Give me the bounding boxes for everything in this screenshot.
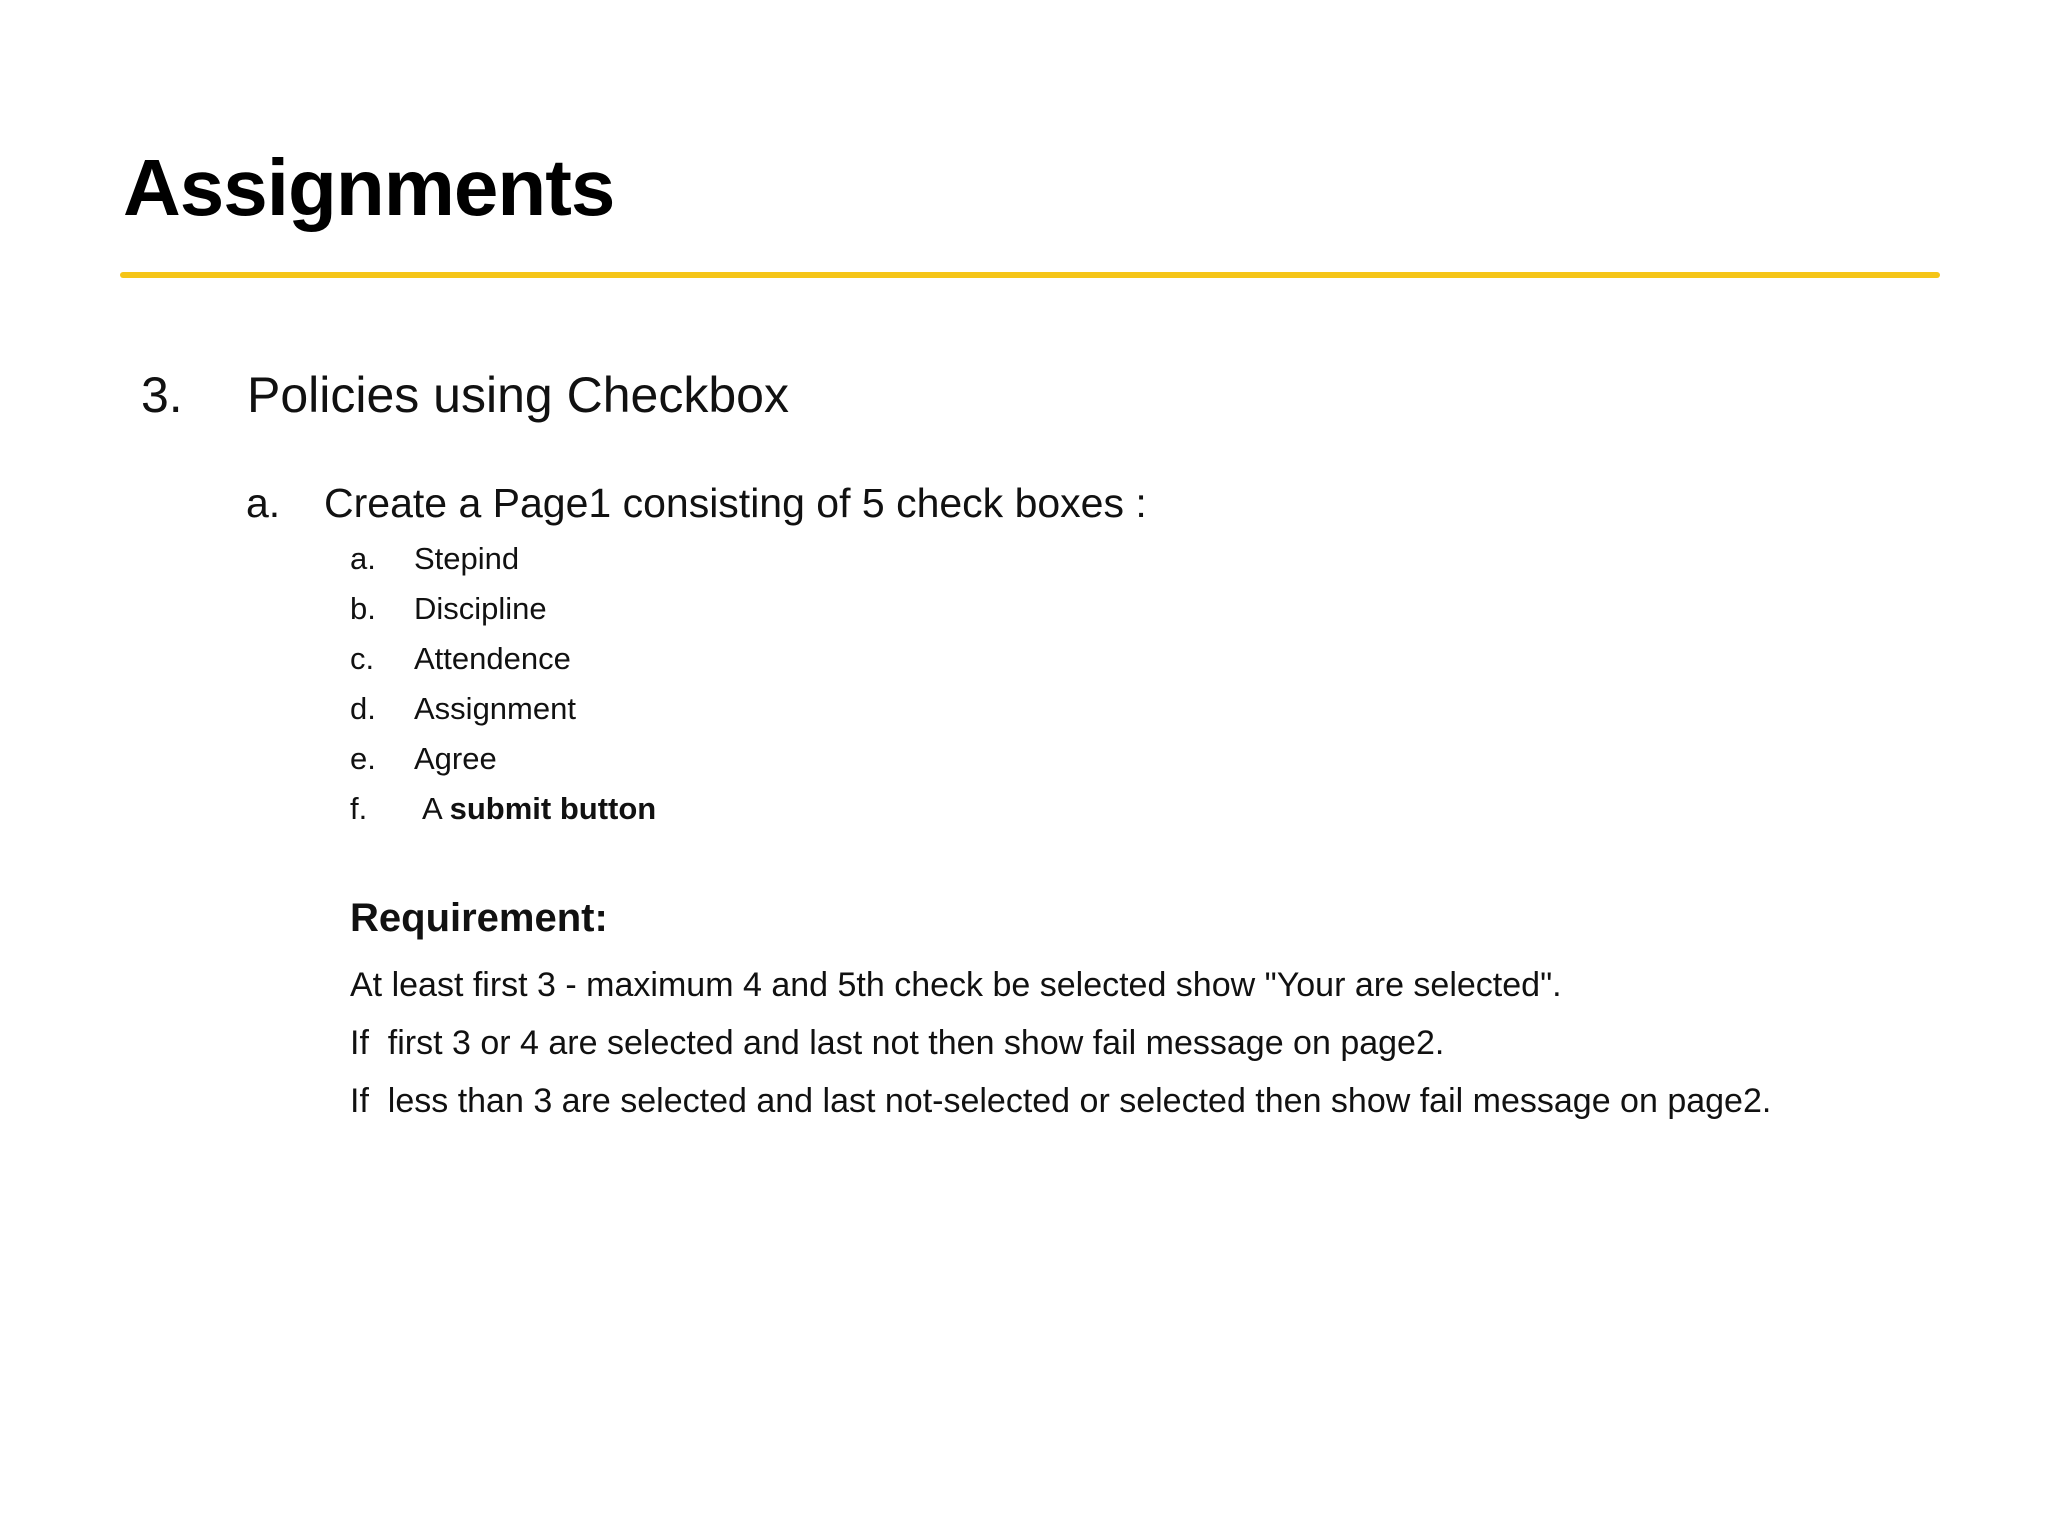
list-item-label — [422, 790, 656, 828]
list-item-letter: c. — [350, 641, 375, 676]
list-item-letter: a. — [350, 541, 376, 576]
requirement-lines — [350, 965, 1771, 1139]
requirement-line: If first 3 or 4 are selected and last not then show fail message on page2. — [350, 1024, 1445, 1062]
list-item-letter: b. — [350, 591, 376, 626]
list-item-label: Assignment — [414, 691, 576, 726]
list-item-label: Discipline — [414, 591, 547, 626]
submit-prefix: A — [422, 791, 450, 826]
slide-title: Assignments — [123, 143, 615, 232]
list-item-letter: e. — [350, 741, 376, 776]
submit-bold-text: submit button — [449, 791, 657, 826]
list-item-label: Attendence — [414, 641, 571, 676]
list-item-label: Agree — [414, 741, 497, 776]
requirement-heading: Requirement: — [350, 896, 608, 940]
list-item-letter: f. — [350, 791, 368, 826]
subsection-text: Create a Page1 consisting of 5 check boxes : — [324, 480, 1147, 526]
section-number: 3. — [141, 367, 183, 423]
subsection-letter: a. — [246, 480, 281, 526]
title-underline — [120, 272, 1940, 278]
requirement-line: At least first 3 - maximum 4 and 5th check be selected show "Your are selected". — [350, 966, 1562, 1004]
section-title: Policies using Checkbox — [247, 367, 789, 423]
list-item-letter: d. — [350, 691, 376, 726]
list-item-label: Stepind — [414, 541, 520, 576]
requirement-line: If less than 3 are selected and last not-selected or selected then show fail message on page2. — [350, 1082, 1772, 1120]
